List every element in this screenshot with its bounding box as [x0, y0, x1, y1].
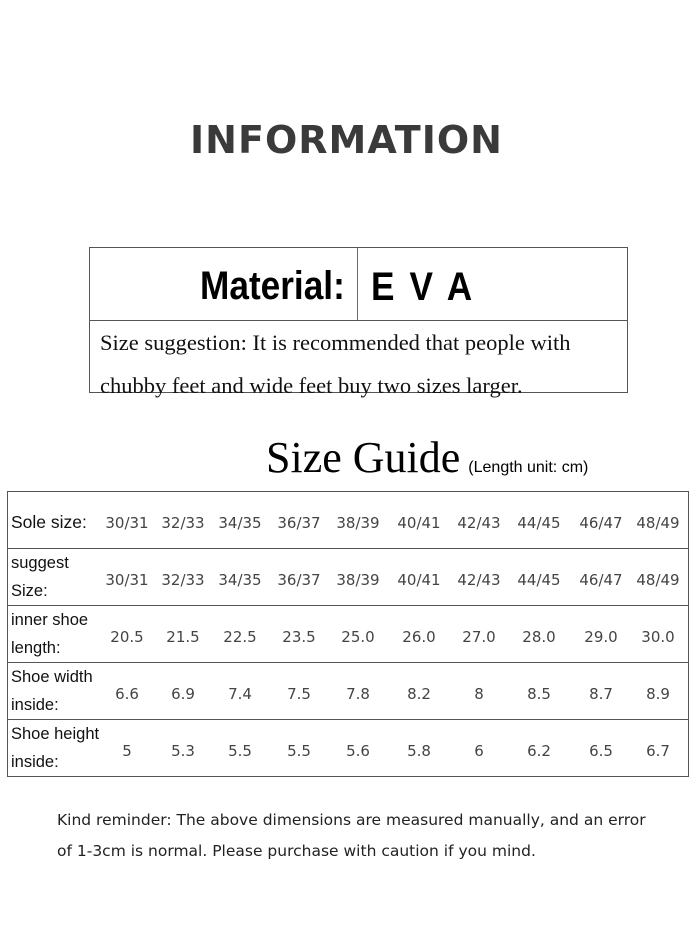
size-row-inner-shoe-length [8, 606, 688, 663]
size-cell: 5.3 [171, 742, 195, 760]
size-cell: 46/47 [579, 571, 623, 589]
size-cell: 32/33 [161, 514, 205, 532]
size-row-suggest-size [8, 549, 688, 606]
size-cell: 42/43 [457, 571, 501, 589]
size-cell: 38/39 [336, 514, 380, 532]
row-label-line: length: [11, 639, 61, 657]
size-cell: 7.4 [228, 685, 252, 703]
size-cell: 30/31 [105, 571, 149, 589]
size-cell: 34/35 [218, 571, 262, 589]
row-label-line: Sole size: [11, 512, 87, 532]
material-label: Material: [122, 248, 358, 321]
size-cell: 6.2 [527, 742, 551, 760]
size-row-shoe-height-inside [8, 720, 688, 777]
size-cell: 48/49 [636, 514, 680, 532]
kind-reminder-line-1: Kind reminder: The above dimensions are measured manually, and an error [57, 811, 646, 829]
size-cell: 27.0 [462, 628, 496, 646]
size-cell: 6.7 [646, 742, 670, 760]
length-unit-note: (Length unit: cm) [468, 459, 589, 476]
row-label [11, 606, 88, 662]
row-label [11, 720, 99, 777]
size-cell: 6.9 [171, 685, 195, 703]
size-cell: 21.5 [166, 628, 200, 646]
row-label [11, 663, 93, 719]
size-cell: 34/35 [218, 514, 262, 532]
row-label-line: inner shoe [11, 611, 89, 629]
page-heading: INFORMATION [190, 118, 503, 162]
size-cell: 38/39 [336, 571, 380, 589]
material-box [89, 247, 628, 398]
size-cell: 44/45 [517, 571, 561, 589]
size-cell: 40/41 [397, 514, 441, 532]
size-cell: 40/41 [397, 571, 441, 589]
size-cell: 30.0 [641, 628, 675, 646]
size-cell: 20.5 [110, 628, 144, 646]
size-cell: 29.0 [584, 628, 618, 646]
size-cell: 36/37 [277, 514, 321, 532]
row-label-line: Shoe width [11, 668, 93, 686]
size-cell: 30/31 [105, 514, 149, 532]
kind-reminder [57, 805, 677, 867]
size-suggestion-line-1: Size suggestion: It is recommended that people with [100, 330, 571, 355]
size-cell: 42/43 [457, 514, 501, 532]
row-label [11, 492, 87, 548]
size-cell: 6.6 [115, 685, 139, 703]
size-suggestion-note [100, 321, 625, 407]
size-cell: 8.7 [589, 685, 613, 703]
size-cell: 8 [474, 685, 484, 703]
row-label-line: inside: [11, 696, 59, 714]
size-suggestion-line-2: chubby feet and wide feet buy two sizes larger. [100, 373, 523, 398]
size-cell: 46/47 [579, 514, 623, 532]
size-cell: 48/49 [636, 571, 680, 589]
row-label-line: inside: [11, 753, 59, 771]
size-cell: 6.5 [589, 742, 613, 760]
size-cell: 5 [122, 742, 132, 760]
size-cell: 36/37 [277, 571, 321, 589]
size-cell: 23.5 [282, 628, 316, 646]
row-label-line: Size: [11, 582, 48, 600]
size-guide-heading: Size Guide [266, 433, 461, 482]
size-cell: 32/33 [161, 571, 205, 589]
size-cell: 6 [474, 742, 484, 760]
size-cell: 5.5 [287, 742, 311, 760]
size-cell: 7.5 [287, 685, 311, 703]
size-cell: 28.0 [522, 628, 556, 646]
size-cell: 8.2 [407, 685, 431, 703]
size-cell: 25.0 [341, 628, 375, 646]
size-cell: 8.9 [646, 685, 670, 703]
size-cell: 26.0 [402, 628, 436, 646]
size-cell: 5.5 [228, 742, 252, 760]
size-cell: 22.5 [223, 628, 257, 646]
kind-reminder-line-2: of 1-3cm is normal. Please purchase with caution if you mind. [57, 842, 536, 860]
size-cell: 5.6 [346, 742, 370, 760]
size-row-sole-size [8, 492, 688, 549]
size-cell: 5.8 [407, 742, 431, 760]
size-row-shoe-width-inside [8, 663, 688, 720]
size-cell: 44/45 [517, 514, 561, 532]
row-label [11, 549, 69, 605]
row-label-line: Shoe height [11, 725, 100, 743]
row-label-line: suggest [11, 554, 69, 572]
material-value: E V A [371, 265, 475, 309]
material-row [90, 248, 627, 321]
size-cell: 8.5 [527, 685, 551, 703]
size-table [7, 491, 689, 777]
size-guide-title [266, 432, 588, 483]
size-cell: 7.8 [346, 685, 370, 703]
